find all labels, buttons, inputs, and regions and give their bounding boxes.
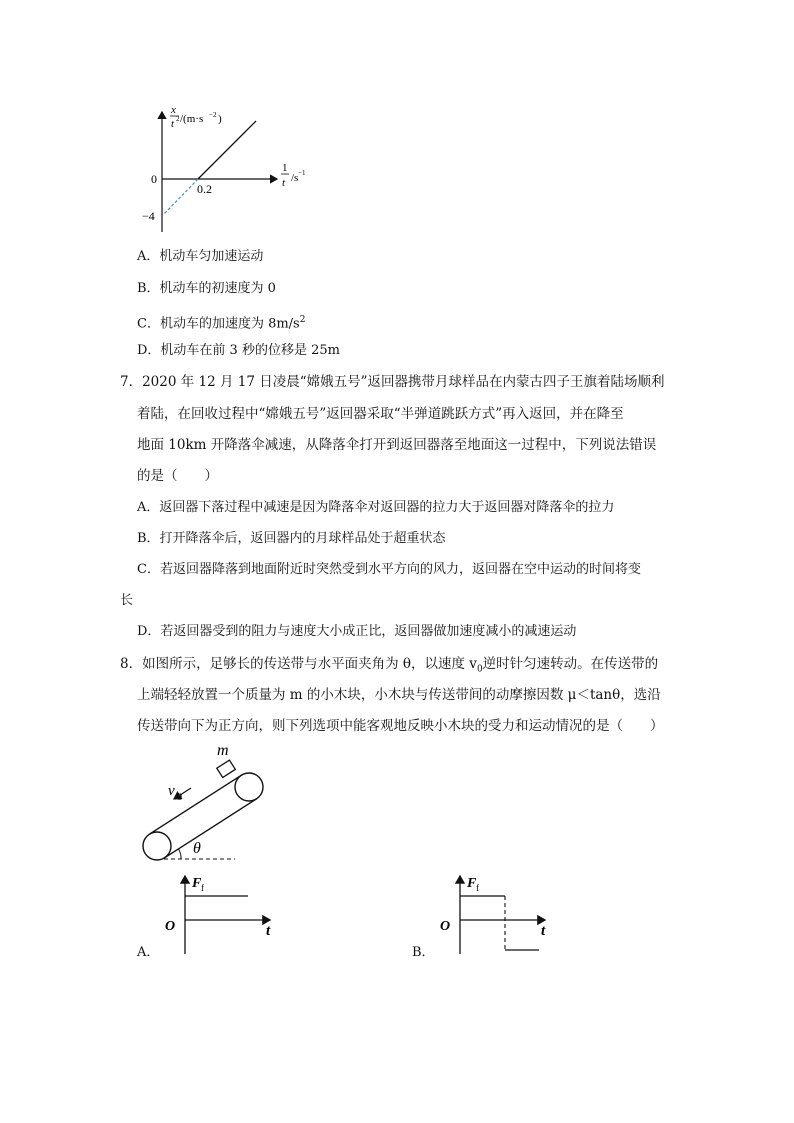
conveyor-belt-diagram (135, 740, 275, 865)
y-label-close: ) (218, 113, 222, 125)
dashed-extension (163, 179, 198, 215)
q7-option-a: A．返回器下落过程中减速是因为降落伞对返回器的拉力大于返回器对降落伞的拉力 (137, 500, 615, 515)
belt-top-edge (149, 775, 241, 834)
q6-option-c (137, 310, 305, 334)
x-label-unit-sup: −1 (298, 169, 305, 177)
angle-arc (179, 849, 182, 859)
origin-label: O (165, 919, 176, 934)
origin-label: O (440, 919, 451, 934)
angle-label: θ (193, 840, 201, 857)
y-label-sub: f (201, 883, 204, 893)
x-intercept-label: 0.2 (197, 182, 212, 196)
q6-option-b: B．机动车的初速度为 0 (137, 281, 276, 296)
q8-stem-line1-post: 逆时针匀速转动。在传送带的 (482, 656, 659, 672)
origin-label: 0 (151, 172, 157, 186)
q7-stem-line3: 地面 10km 开降落伞减速，从降落伞打开到返回器落至地面这一过程中，下列说法错误 (137, 437, 657, 453)
q8-stem-line1 (120, 654, 658, 680)
x-label-num: 1 (282, 162, 288, 174)
y-label: F (467, 876, 477, 891)
belt-bottom-edge (165, 799, 257, 858)
solid-line (198, 121, 256, 179)
q7-option-d: D．若返回器受到的阻力与速度大小成正比，返回器做加速度减小的减速运动 (137, 624, 577, 639)
y-label: F (192, 876, 202, 891)
velocity-label-sub: 0 (177, 792, 182, 803)
y-label-den: t (171, 118, 175, 130)
option-b-label: B． (412, 945, 435, 960)
option-b-graph (435, 868, 557, 958)
x-label: t (541, 923, 546, 939)
q6-option-c-text: C．机动车的加速度为 8m/s (137, 316, 300, 332)
q7-stem-line1: 7．2020 年 12 月 17 日凌晨“嫦娥五号”返回器携带月球样品在内蒙古四子王旗着陆场顺利 (120, 374, 665, 390)
q7-option-c-line2: 长 (120, 593, 134, 608)
q7-option-c-line1: C．若返回器降落到地面附近时突然受到水平方向的风力，返回器在空中运动的时间将变 (137, 562, 641, 577)
x-label-den: t (282, 177, 286, 189)
y-label-unit: /(m·s (180, 113, 204, 125)
option-a-label: A． (137, 945, 160, 960)
y-label-unit-sup: −2 (209, 111, 217, 119)
q6-option-d: D．机动车在前 3 秒的位移是 25m (137, 343, 340, 358)
velocity-label: v (168, 783, 175, 799)
q6-option-a: A．机动车匀加速运动 (137, 249, 264, 264)
x-label: t (266, 923, 271, 939)
y-label-num: x (171, 104, 176, 116)
wood-block (217, 760, 236, 777)
q7-stem-line2: 着陆，在回收过程中“嫦娥五号”返回器采取“半弹道跳跃方式”再入返回，并在降至 (137, 406, 624, 422)
y-label-sub: f (476, 883, 479, 893)
q8-stem-v0-sub: 0 (476, 664, 483, 675)
mass-label: m (217, 742, 229, 759)
option-a-graph (160, 868, 282, 958)
q7-option-b: B．打开降落伞后，返回器内的月球样品处于超重状态 (137, 531, 446, 546)
q8-stem-line1-pre: 8．如图所示，足够长的传送带与水平面夹角为 θ，以速度 v (120, 656, 477, 672)
x-label-unit: /s (291, 172, 299, 184)
graph-xt-vs-inverse-t (135, 100, 305, 235)
q7-stem-line4: 的是（ ） (137, 468, 218, 484)
q6-option-c-sup: 2 (299, 315, 306, 325)
y-label-den-sup: 2 (176, 115, 180, 123)
q8-stem-line3: 传送带向下为正方向，则下列选项中能客观地反映小木块的受力和运动情况的是（ ） (137, 718, 664, 734)
q8-stem-line2: 上端轻轻放置一个质量为 m 的小木块，小木块与传送带间的动摩擦因数 μ＜tanθ，选沿 (137, 687, 661, 703)
y-intercept-label: −4 (142, 209, 155, 223)
